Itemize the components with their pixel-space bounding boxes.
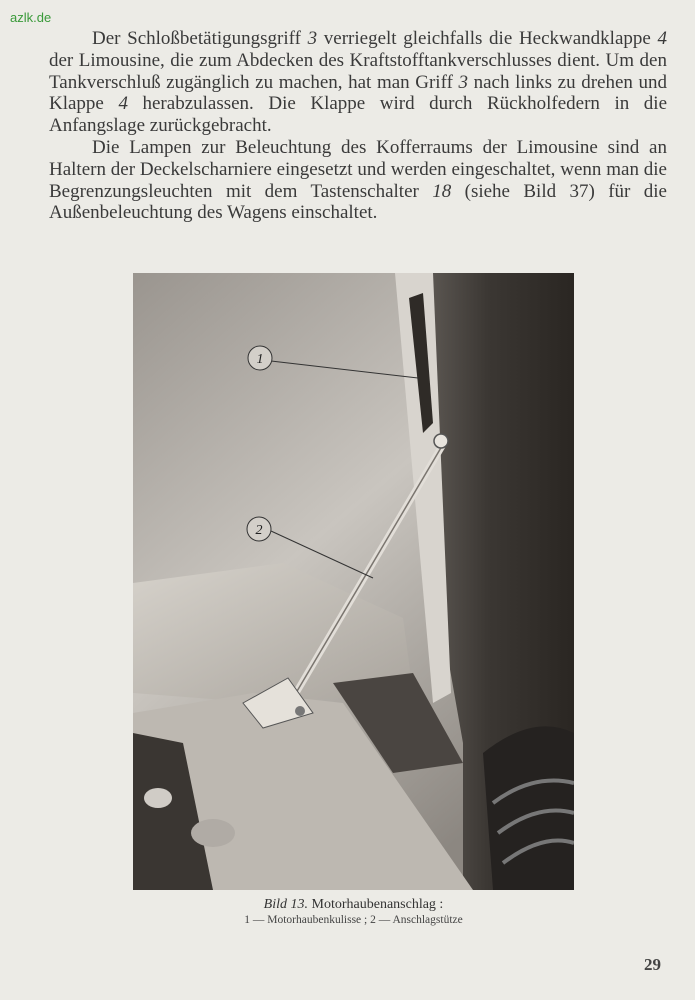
figure-caption bbox=[133, 897, 574, 913]
text-run: der Limousine, die zum Abdecken des Kraftstofftankverschlusses dient. Um den Tankverschluß zugänglich zu machen, hat man Griff bbox=[49, 49, 667, 93]
italic-run: 3 bbox=[458, 71, 469, 93]
engine-bay-photo bbox=[133, 273, 574, 890]
legend-2-number: 2 bbox=[370, 914, 376, 926]
page-number: 29 bbox=[644, 955, 661, 974]
site-watermark: azlk.de bbox=[10, 10, 52, 25]
text-run: verriegelt gleichfalls die Heckwandklappe bbox=[317, 28, 658, 49]
legend-2-text: — Anschlagstütze bbox=[375, 914, 463, 926]
caption-title: Motorhaubenanschlag : bbox=[308, 897, 444, 912]
text-run: herabzulassen. Die Klappe wird durch Rückholfedern in die Anfangslage zurückgebracht. bbox=[49, 93, 668, 137]
italic-run: 18 bbox=[432, 180, 452, 202]
paragraph-2 bbox=[49, 137, 667, 224]
legend-1-number: 1 bbox=[244, 914, 250, 926]
callout-1: 1 bbox=[256, 352, 264, 367]
body-text bbox=[49, 28, 667, 224]
text-run: Die Lampen zur Beleuchtung des Kofferraums der Limousine sind an Haltern der Deckelscharniere eingesetzt und werden eingeschaltet, wenn man die Begrenzungsleuchten mit dem Tastenschalter bbox=[49, 136, 667, 202]
legend-1-text: — Motorhaubenkulisse ; bbox=[250, 914, 371, 926]
callout-2: 2 bbox=[255, 523, 263, 538]
text-run: nach links zu drehen und Klappe bbox=[49, 71, 667, 115]
italic-run: 4 bbox=[657, 28, 667, 49]
italic-run: 4 bbox=[118, 93, 128, 115]
text-run: Der Schloßbetätigungsgriff bbox=[92, 28, 308, 49]
caption-label: Bild 13. bbox=[263, 897, 309, 912]
figure-photo bbox=[133, 273, 574, 890]
italic-run: 3 bbox=[307, 28, 318, 49]
text-run: (siehe Bild 37) für die Außenbeleuchtung des Wagens einschaltet. bbox=[49, 180, 667, 224]
paragraph-1 bbox=[49, 28, 667, 137]
figure-legend bbox=[133, 914, 574, 926]
